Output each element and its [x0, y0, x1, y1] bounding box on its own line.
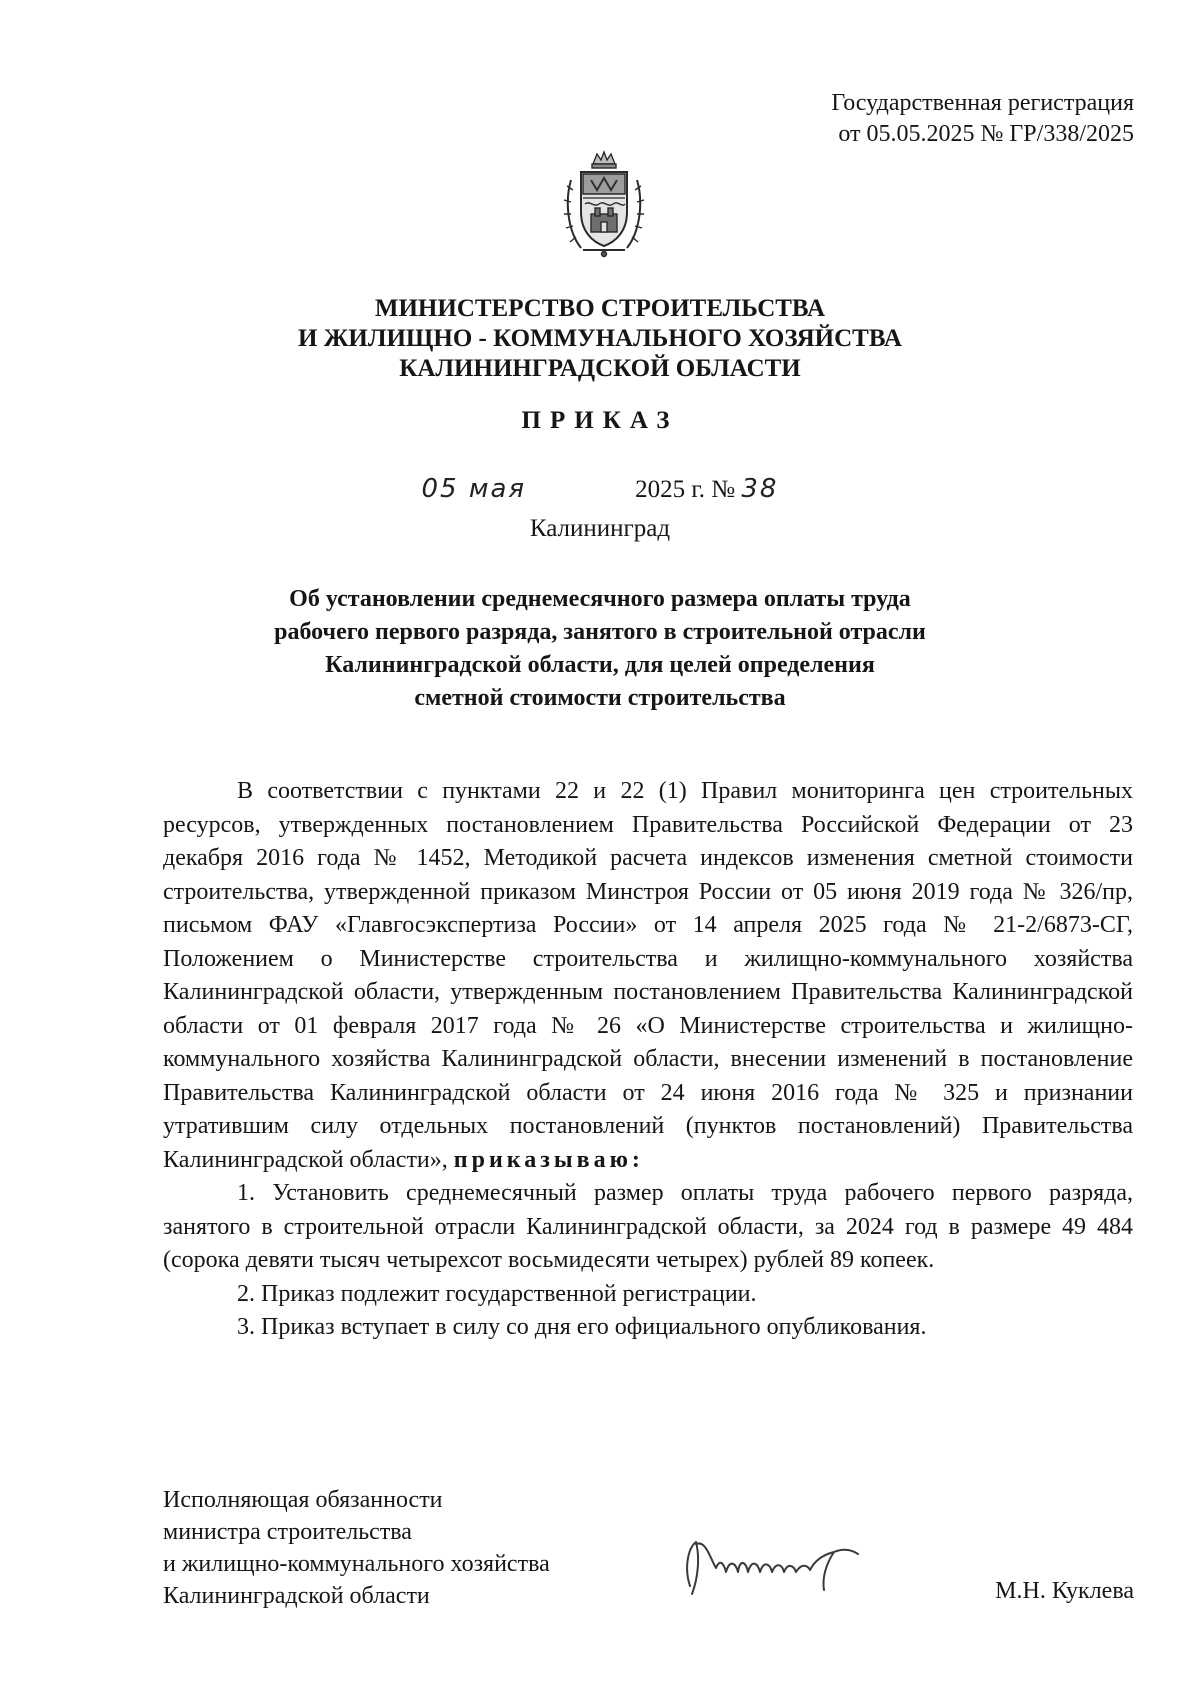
preamble-paragraph	[163, 775, 1133, 1177]
order-city: Калининград	[529, 515, 671, 542]
registration-stamp	[831, 88, 1134, 150]
ministry-line-1: МИНИСТЕРСТВО СТРОИТЕЛЬСТВА	[374, 295, 826, 322]
handwritten-day: 05	[421, 474, 459, 504]
signer-name: М.Н. Куклева	[995, 1578, 1134, 1604]
handwritten-signature	[676, 1528, 896, 1608]
coat-of-arms-icon	[561, 150, 647, 258]
order-date-line	[0, 474, 1200, 504]
signer-line-3: и жилищно-коммунального хозяйства	[163, 1551, 550, 1577]
preamble-text: В соответствии с пунктами 22 и 22 (1) Правил мониторинга цен строительных ресурсов, утвержденных постановлением Правительства Российской Федерации от 23 декабря 2016 года № 1452, Методикой расчета индексов изменения сметной стоимости строительства, утвержденной приказом Минстроя России от 05 июня 2019 года № 326/пр, письмом ФАУ «Главгосэкспертиза России» от 14 апреля 2025 года № 21-2/6873-СГ, Положением о Министерстве строительства и жилищно-коммунального хозяйства Калининградской области, утвержденным постановлением Правительства Калининградской области от 01 февраля 2017 года № 26 «О Министерстве строительства и жилищно-коммунального хозяйства Калининградской области, внесении изменений в постановление Правительства Калининградской области от 24 июня 2016 года № 325 и признании утратившим силу отдельных постановлений (пунктов постановлений) Правительства Калининградской области»,	[163, 778, 1133, 1173]
order-item-3: 3. Приказ вступает в силу со дня его официального опубликования.	[237, 1314, 927, 1340]
registration-line-2: от 05.05.2025 № ГР/338/2025	[838, 121, 1134, 147]
order-body	[163, 775, 1133, 1345]
order-subject	[0, 583, 1200, 715]
handwritten-order-number: 38	[741, 474, 779, 504]
subject-line-1: Об установлении среднемесячного размера оплаты труда	[289, 586, 911, 612]
order-year-label: 2025 г. №	[635, 476, 736, 503]
signer-line-2: министра строительства	[163, 1519, 412, 1545]
ministry-name	[0, 294, 1200, 384]
handwritten-month: мая	[468, 474, 527, 504]
subject-line-4: сметной стоимости строительства	[414, 685, 786, 711]
signer-line-4: Калининградской области	[163, 1583, 430, 1609]
registration-line-1: Государственная регистрация	[831, 90, 1134, 116]
subject-line-2: рабочего первого разряда, занятого в строительной отрасли	[274, 619, 926, 645]
order-item-1: 1. Установить среднемесячный размер оплаты труда рабочего первого разряда, занятого в строительной отрасли Калининградской области, за 2024 год в размере 49 484 (сорока девяти тысяч четырехсот восьмидесяти четырех) рублей 89 копеек.	[163, 1180, 1133, 1273]
signer-line-1: Исполняющая обязанности	[163, 1487, 443, 1513]
ministry-line-2: И ЖИЛИЩНО - КОММУНАЛЬНОГО ХОЗЯЙСТВА	[298, 325, 902, 352]
ministry-line-3: КАЛИНИНГРАДСКОЙ ОБЛАСТИ	[399, 355, 801, 382]
subject-line-3: Калининградской области, для целей определения	[325, 652, 875, 678]
signer-title	[163, 1484, 550, 1612]
decree-word: приказываю:	[453, 1146, 644, 1173]
order-title: ПРИКАЗ	[521, 407, 679, 434]
order-item-2: 2. Приказ подлежит государственной регистрации.	[237, 1280, 757, 1307]
